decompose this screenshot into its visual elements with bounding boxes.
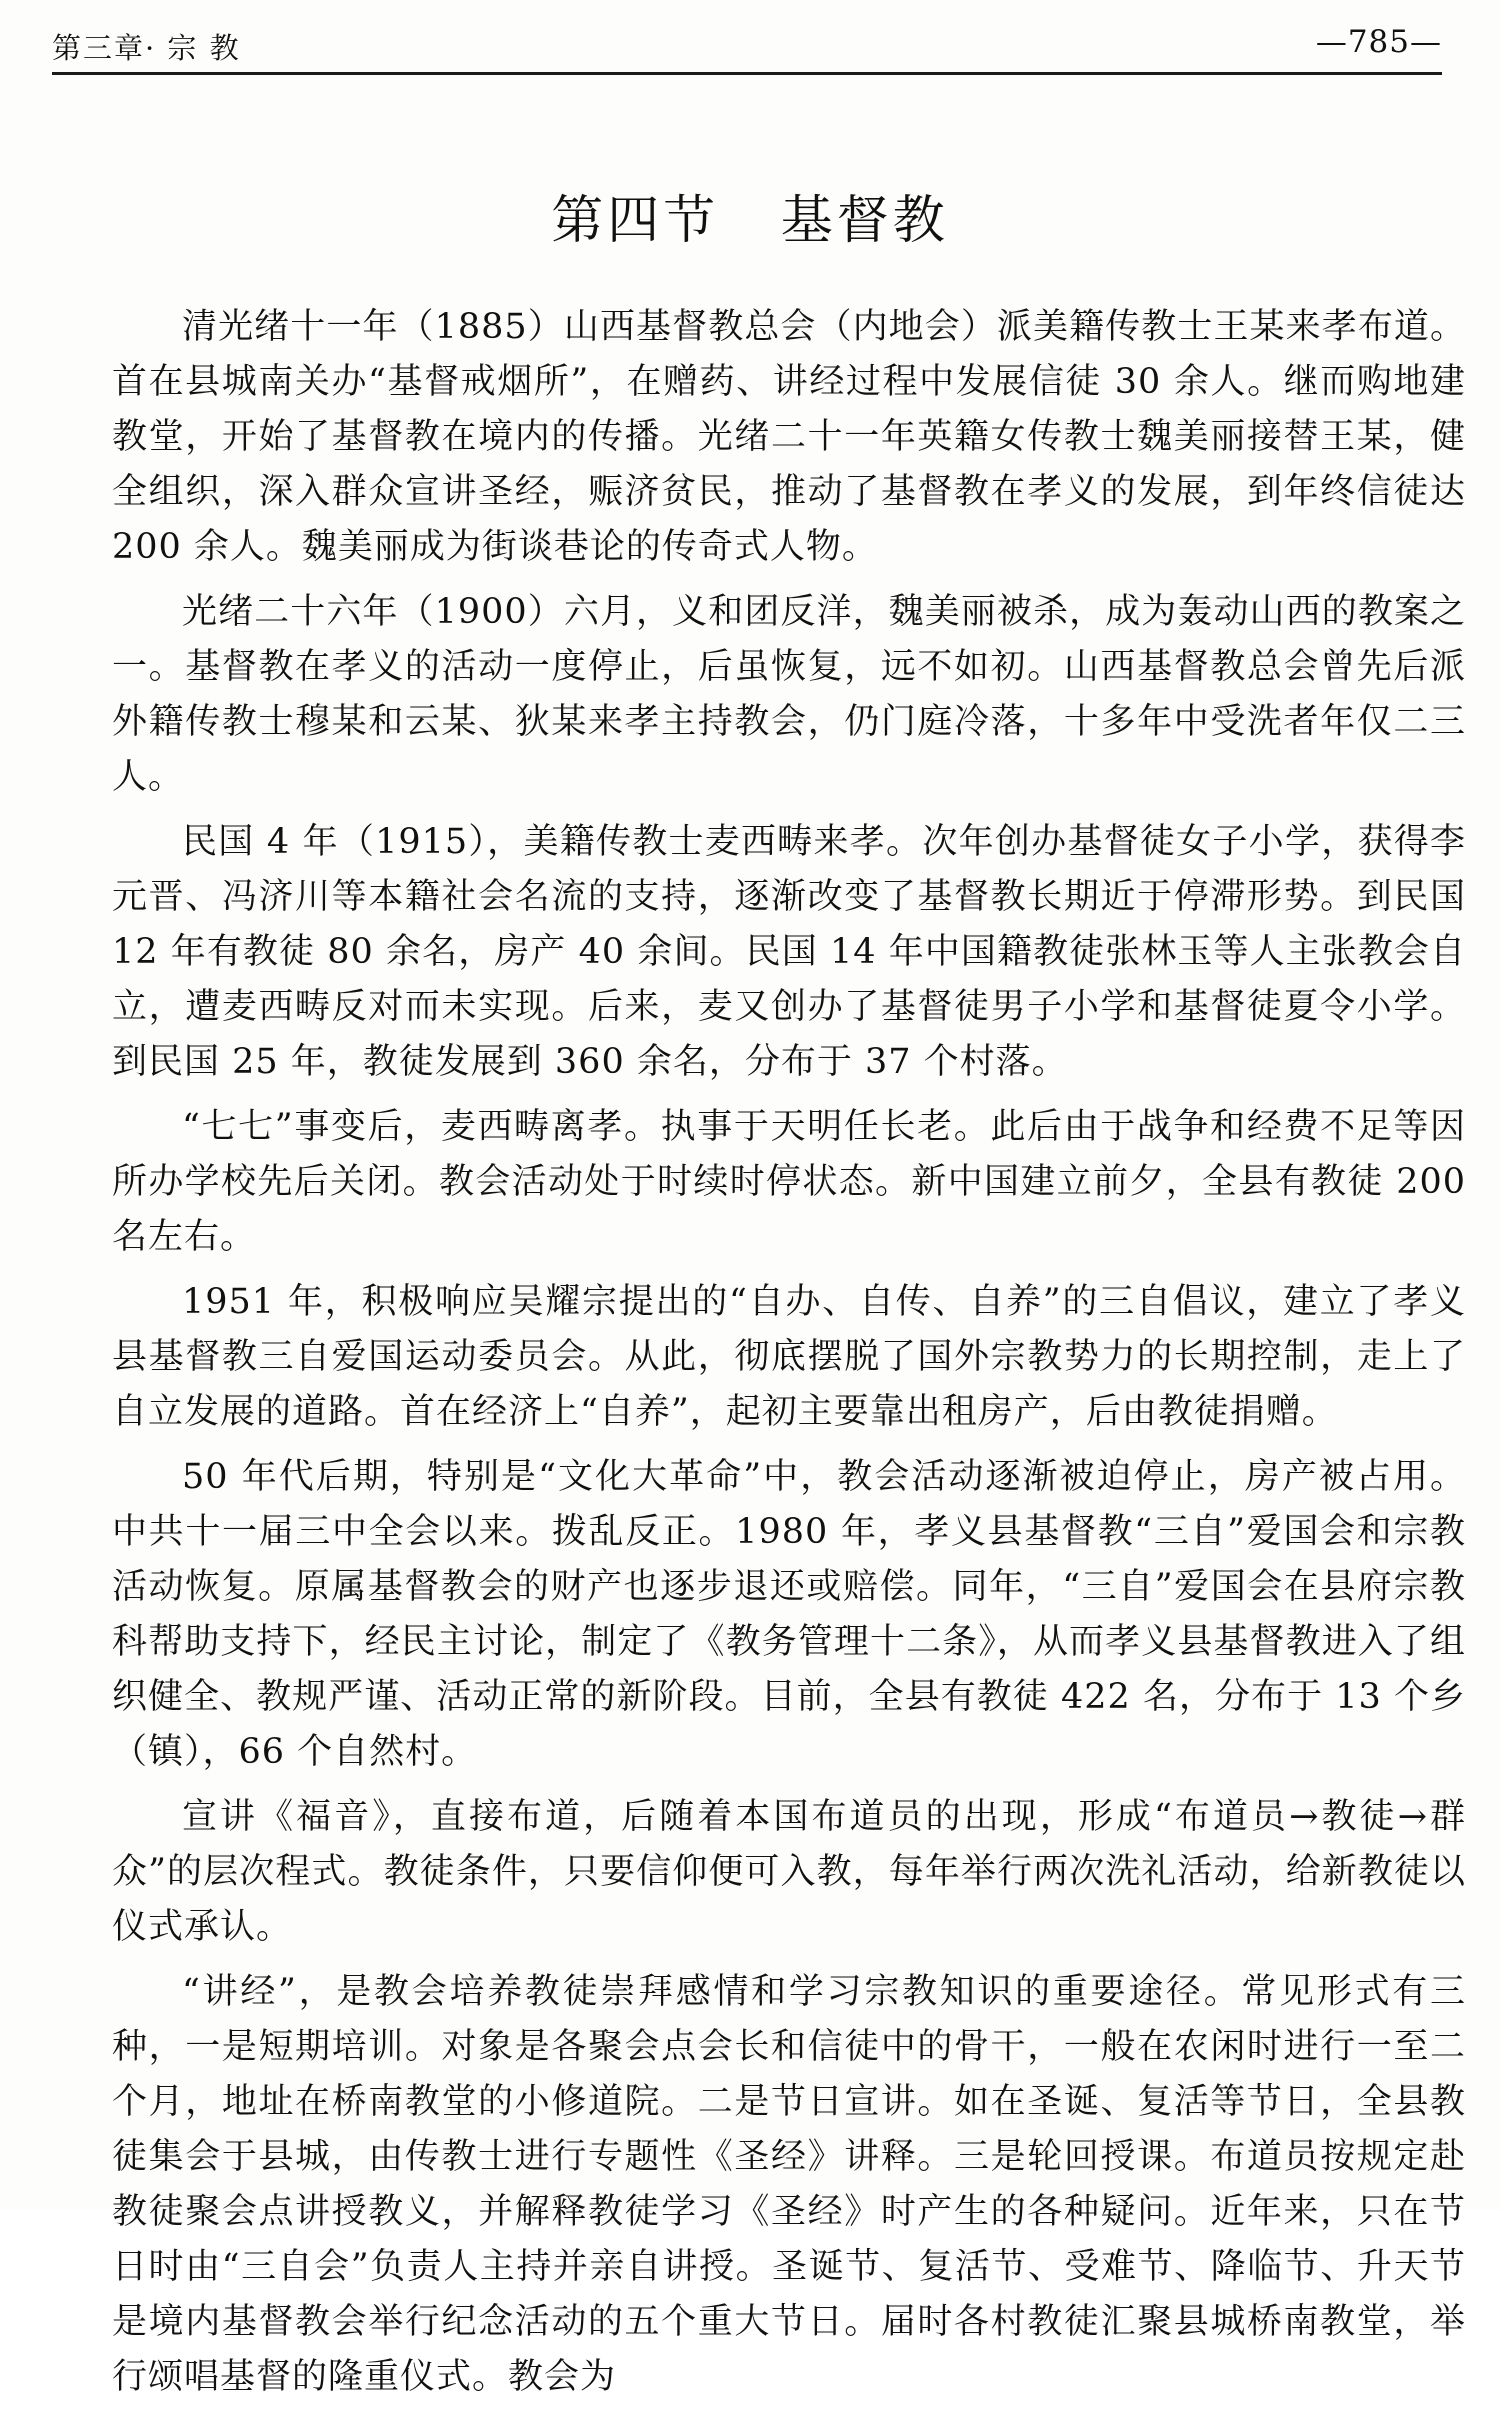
paragraph: 宣讲《福音》，直接布道，后随着本国布道员的出现，形成“布道员→教徒→群众”的层次程式。教徒条件，只要信仰便可入教，每年举行两次洗礼活动，给新教徒以仪式承认。: [112, 1797, 1466, 1947]
body-text: [112, 300, 1466, 2415]
paragraph: “讲经”，是教会培养教徒崇拜感情和学习宗教知识的重要途径。常见形式有三种，一是短期培训。对象是各聚会点会长和信徒中的骨干，一般在农闲时进行一至二个月，地址在桥南教堂的小修道院。二是节日宣讲。如在圣诞、复活等节日，全县教徒集会于县城，由传教士进行专题性《圣经》讲释。三是轮回授课。布道员按规定赴教徒聚会点讲授教义，并解释教徒学习《圣经》时产生的各种疑问。近年来，只在节日时由“三自会”负责人主持并亲自讲授。圣诞节、复活节、受难节、降临节、升天节是境内基督教会举行纪念活动的五个重大节日。届时各村教徒汇聚县城桥南教堂，举行颂唱基督的隆重仪式。教会为: [112, 1972, 1466, 2397]
section-title: 第四节 基督教: [551, 191, 949, 251]
running-header: [52, 22, 1442, 75]
paragraph: 1951 年，积极响应吴耀宗提出的“自办、自传、自养”的三自倡议，建立了孝义县基督教三自爱国运动委员会。从此，彻底摆脱了国外宗教势力的长期控制，走上了自立发展的道路。首在经济上“自养”，起初主要靠出租房产，后由教徒捐赠。: [112, 1282, 1466, 1432]
paragraph: 光绪二十六年（1900）六月，义和团反洋，魏美丽被杀，成为轰动山西的教案之一。基督教在孝义的活动一度停止，后虽恢复，远不如初。山西基督教总会曾先后派外籍传教士穆某和云某、狄某来孝主持教会，仍门庭冷落，十多年中受洗者年仅二三人。: [112, 592, 1466, 797]
paragraph: 清光绪十一年（1885）山西基督教总会（内地会）派美籍传教士王某来孝布道。首在县城南关办“基督戒烟所”，在赠药、讲经过程中发展信徒 30 余人。继而购地建教堂，开始了基督教在境内的传播。光绪二十一年英籍女传教士魏美丽接替王某，健全组织，深入群众宣讲圣经，赈济贫民，推动了基督教在孝义的发展，到年终信徒达 200 余人。魏美丽成为街谈巷论的传奇式人物。: [112, 307, 1466, 567]
page-number: —785—: [1315, 24, 1442, 60]
paragraph: 民国 4 年（1915），美籍传教士麦西畴来孝。次年创办基督徒女子小学，获得李元晋、冯济川等本籍社会名流的支持，逐渐改变了基督教长期近于停滞形势。到民国 12 年有教徒 80 余名，房产 40 余间。民国 14 年中国籍教徒张林玉等人主张教会自立，遭麦西畴反对而未实现。后来，麦又创办了基督徒男子小学和基督徒夏令小学。到民国 25 年，教徒发展到 360 余名，分布于 37 个村落。: [112, 822, 1466, 1082]
chapter-heading: 第三章· 宗 教: [52, 31, 241, 65]
paragraph: 50 年代后期，特别是“文化大革命”中，教会活动逐渐被迫停止，房产被占用。中共十一届三中全会以来。拨乱反正。1980 年，孝义县基督教“三自”爱国会和宗教活动恢复。原属基督教会的财产也逐步退还或赔偿。同年，“三自”爱国会在县府宗教科帮助支持下，经民主讨论，制定了《教务管理十二条》，从而孝义县基督教进入了组织健全、教规严谨、活动正常的新阶段。目前，全县有教徒 422 名，分布于 13 个乡（镇），66 个自然村。: [112, 1457, 1466, 1772]
paragraph: “七七”事变后，麦西畴离孝。执事于天明任长老。此后由于战争和经费不足等因所办学校先后关闭。教会活动处于时续时停状态。新中国建立前夕，全县有教徒 200 名左右。: [112, 1107, 1466, 1257]
